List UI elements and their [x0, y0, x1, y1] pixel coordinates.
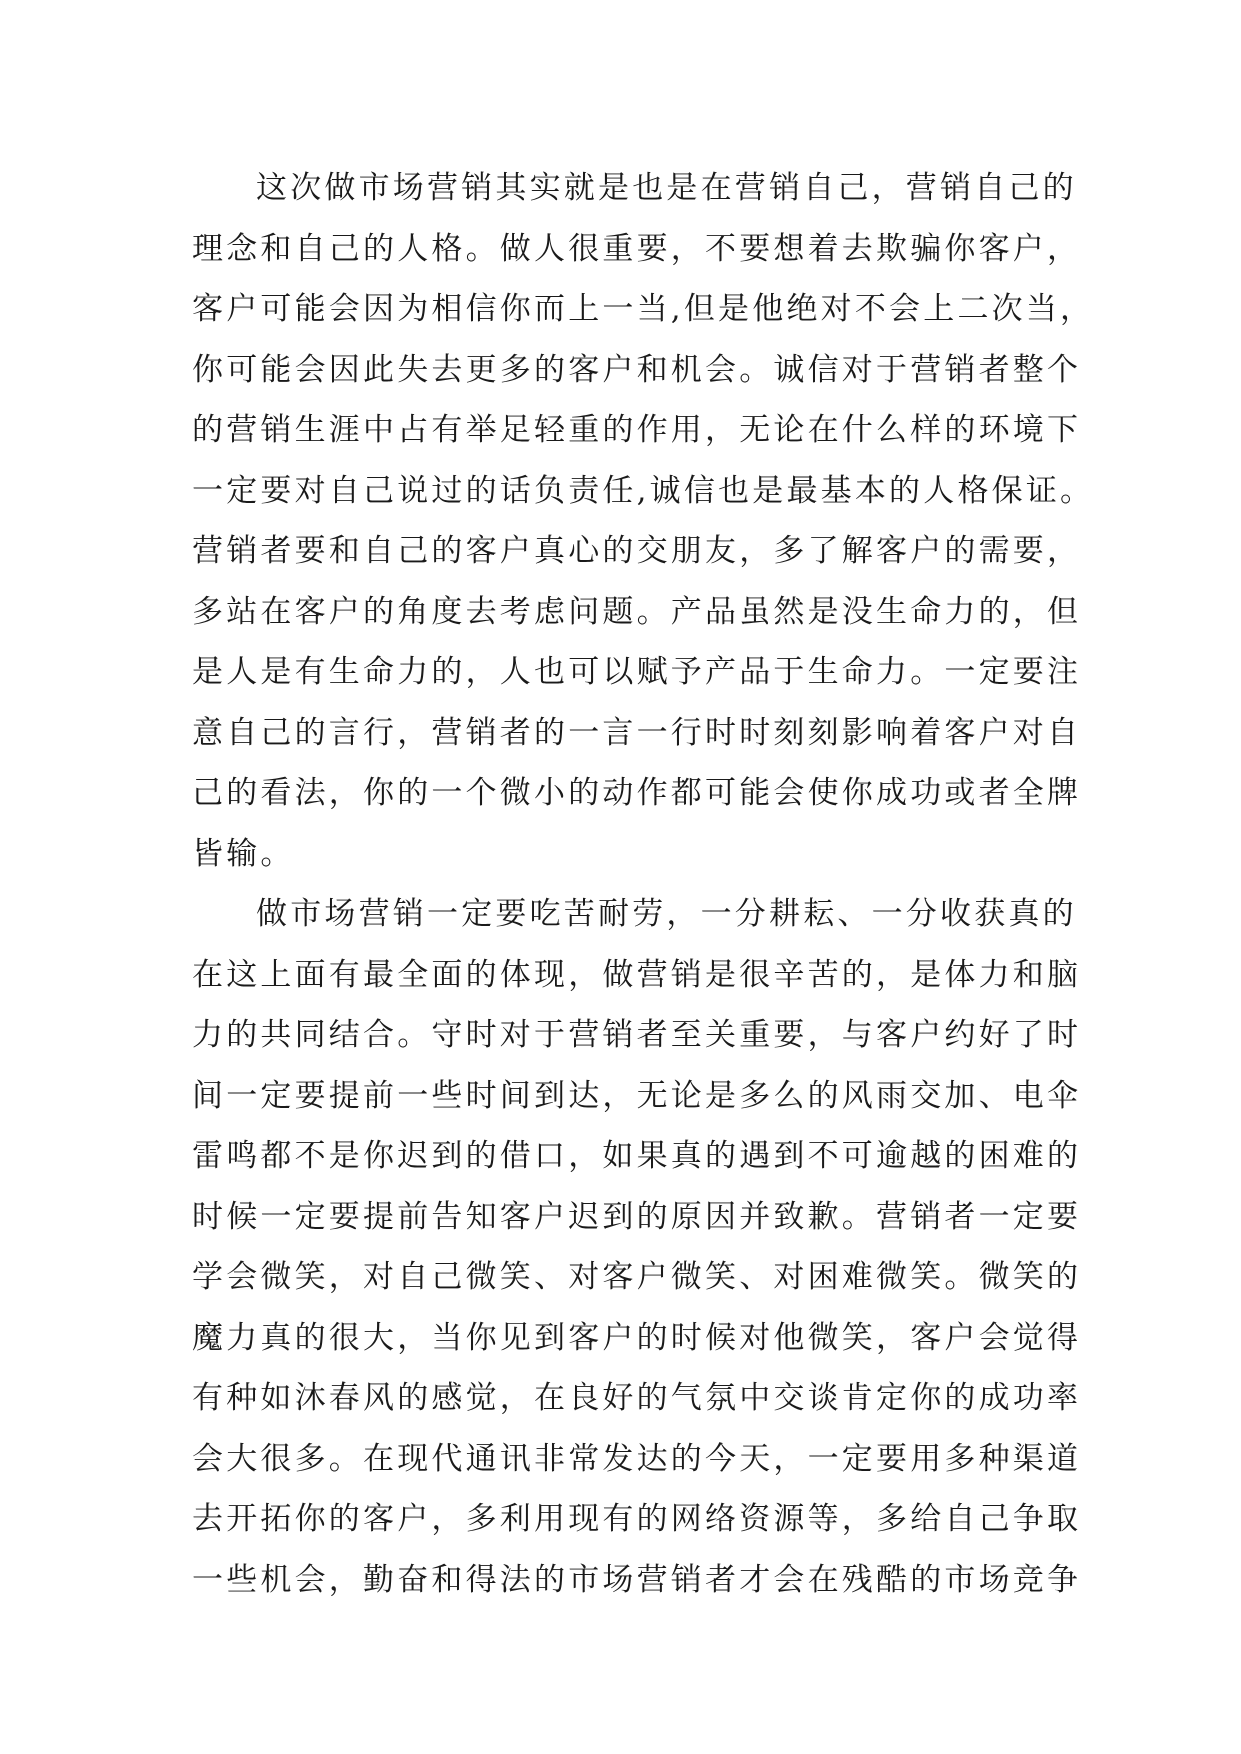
paragraph-2-line-2: 在这上面有最全面的体现，做营销是很辛苦的，是体力和脑 — [192, 956, 1082, 993]
paragraph-1-line-11: 己的看法，你的一个微小的动作都可能会使你成功或者全牌 — [192, 775, 1082, 811]
paragraph-2-line-6: 时候一定要提前告知客户迟到的原因并致歉。营销者一定要 — [192, 1198, 1082, 1235]
paragraph-1-line-4: 你可能会因此失去更多的客户和机会。诚信对于营销者整个 — [192, 351, 1082, 388]
paragraph-1-line-12: 皆输。 — [192, 835, 295, 872]
paragraph-1-line-9: 是人是有生命力的，人也可以赋予产品于生命力。一定要注 — [192, 654, 1082, 690]
paragraph-2-line-9: 有种如沐春风的感觉，在良好的气氛中交谈肯定你的成功率 — [192, 1380, 1082, 1416]
paragraph-1-line-3: 客户可能会因为相信你而上一当,但是他绝对不会上二次当， — [192, 291, 1095, 327]
paragraph-1-line-10: 意自己的言行，营销者的一言一行时时刻刻影响着客户对自 — [192, 714, 1082, 751]
paragraph-1-line-7: 营销者要和自己的客户真心的交朋友，多了解客户的需要， — [192, 533, 1082, 569]
paragraph-1-line-8: 多站在客户的角度去考虑问题。产品虽然是没生命力的，但 — [192, 593, 1082, 630]
paragraph-2-line-10: 会大很多。在现代通讯非常发达的今天，一定要用多种渠道 — [192, 1440, 1082, 1477]
paragraph-1-line-2: 理念和自己的人格。做人很重要，不要想着去欺骗你客户， — [192, 230, 1082, 267]
paragraph-1-line-1: 这次做市场营销其实就是也是在营销自己，营销自己的 — [256, 170, 1077, 206]
paragraph-2-line-4: 间一定要提前一些时间到达，无论是多么的风雨交加、电伞 — [192, 1077, 1082, 1114]
paragraph-2-line-11: 去开拓你的客户，多利用现有的网络资源等，多给自己争取 — [192, 1501, 1082, 1537]
paragraph-1-line-5: 的营销生涯中占有举足轻重的作用，无论在什么样的环境下 — [192, 412, 1082, 448]
paragraph-2-line-7: 学会微笑，对自己微笑、对客户微笑、对困难微笑。微笑的 — [192, 1259, 1082, 1295]
paragraph-2-line-1: 做市场营销一定要吃苦耐劳，一分耕耘、一分收获真的 — [256, 896, 1077, 932]
body-text — [192, 158, 1095, 1610]
paragraph-2-line-12: 一些机会，勤奋和得法的市场营销者才会在残酷的市场竞争 — [192, 1561, 1082, 1598]
paragraph-2-line-8: 魔力真的很大，当你见到客户的时候对他微笑，客户会觉得 — [192, 1319, 1082, 1356]
paragraph-2-line-3: 力的共同结合。守时对于营销者至关重要，与客户约好了时 — [192, 1017, 1082, 1053]
paragraph-1-line-6: 一定要对自己说过的话负责任,诚信也是最基本的人格保证。 — [192, 472, 1095, 509]
paragraph-2-line-5: 雷鸣都不是你迟到的借口，如果真的遇到不可逾越的困难的 — [192, 1138, 1082, 1174]
